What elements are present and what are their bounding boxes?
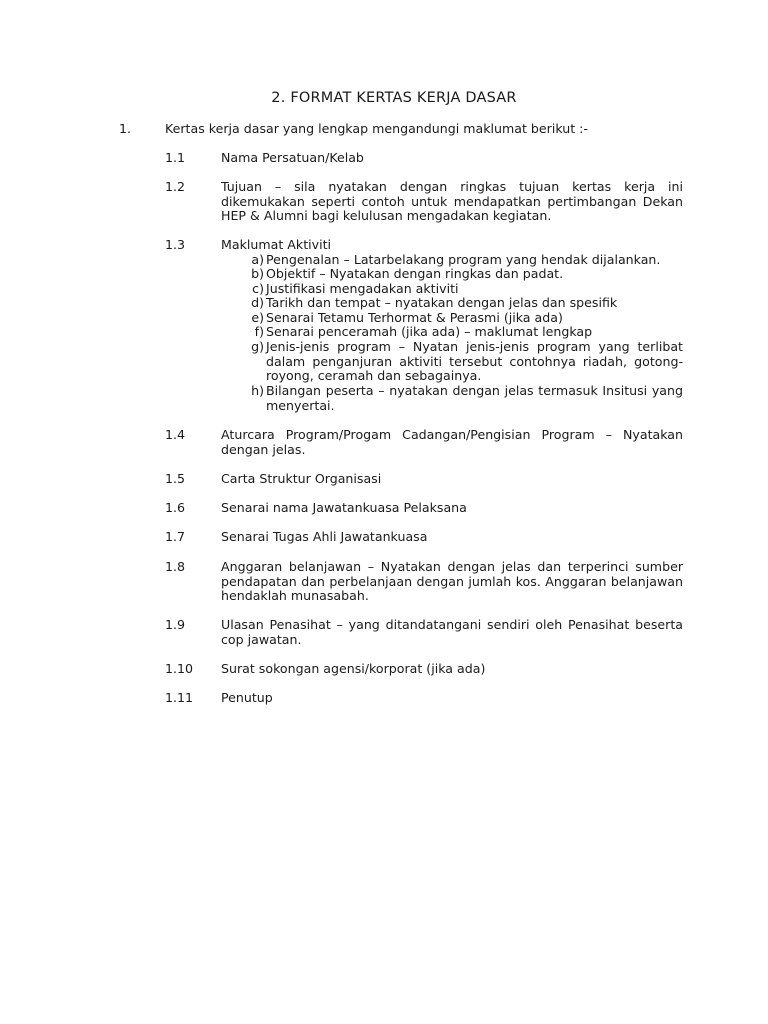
list-label: b) [251,266,264,281]
item-text: Maklumat Aktiviti [221,237,332,252]
item-text: Tujuan – sila nyatakan dengan ringkas tujuan kertas kerja ini dikemukakan seperti contoh untuk mendapatkan pertimbangan Dekan HEP & Alumni bagi kelulusan mengadakan kegiatan. [221,179,683,223]
list-item: Pengenalan – Latarbelakang program yang hendak dijalankan. [266,252,661,267]
list-label: d) [251,295,264,310]
list-item: Justifikasi mengadakan aktiviti [266,281,459,296]
item-number: 1.4 [165,427,186,442]
item-number: 1.8 [165,559,186,574]
item-text: Senarai Tugas Ahli Jawatankuasa [221,529,428,544]
item-text: Ulasan Penasihat – yang ditandatangani sendiri oleh Penasihat beserta cop jawatan. [221,617,683,647]
item-text: Anggaran belanjawan – Nyatakan dengan jelas dan terperinci sumber pendapatan dan perbelanjaan dengan jumlah kos. Anggaran belanjawan hendaklah munasabah. [221,559,683,603]
item-number: 1.11 [165,690,194,705]
item-text: Carta Struktur Organisasi [221,471,382,486]
item-number: 1.7 [165,529,186,544]
item-text: Nama Persatuan/Kelab [221,150,364,165]
item-number: 1.10 [165,661,194,676]
list-item: Bilangan peserta – nyatakan dengan jelas termasuk Insitusi yang menyertai. [266,383,683,413]
item-number: 1.5 [165,471,186,486]
section-intro: Kertas kerja dasar yang lengkap mengandungi maklumat berikut :- [165,121,588,136]
list-item: Tarikh dan tempat – nyatakan dengan jelas dan spesifik [266,295,618,310]
item-text: Aturcara Program/Progam Cadangan/Pengisian Program – Nyatakan dengan jelas. [221,427,683,457]
item-number: 1.6 [165,500,186,515]
list-label: c) [252,281,264,296]
item-text: Penutup [221,690,273,705]
list-label: f) [254,324,264,339]
item-text: Senarai nama Jawatankuasa Pelaksana [221,500,467,515]
item-text: Surat sokongan agensi/korporat (jika ada) [221,661,486,676]
section-number: 1. [119,121,132,136]
item-number: 1.2 [165,179,186,194]
list-label: g) [251,339,264,354]
list-item: Jenis-jenis program – Nyatan jenis-jenis program yang terlibat dalam penganjuran aktiviti tersebut contohnya riadah, gotong-royong, ceramah dan sebagainya. [266,339,683,383]
item-number: 1.9 [165,617,186,632]
item-number: 1.3 [165,237,186,252]
item-number: 1.1 [165,150,186,165]
list-item: Senarai penceramah (jika ada) – maklumat lengkap [266,324,593,339]
list-label: e) [251,310,264,325]
list-item: Senarai Tetamu Terhormat & Perasmi (jika ada) [266,310,563,325]
list-item: Objektif – Nyatakan dengan ringkas dan padat. [266,266,564,281]
list-label: a) [251,252,264,267]
page-title: 2. FORMAT KERTAS KERJA DASAR [271,90,517,106]
list-label: h) [251,383,264,398]
